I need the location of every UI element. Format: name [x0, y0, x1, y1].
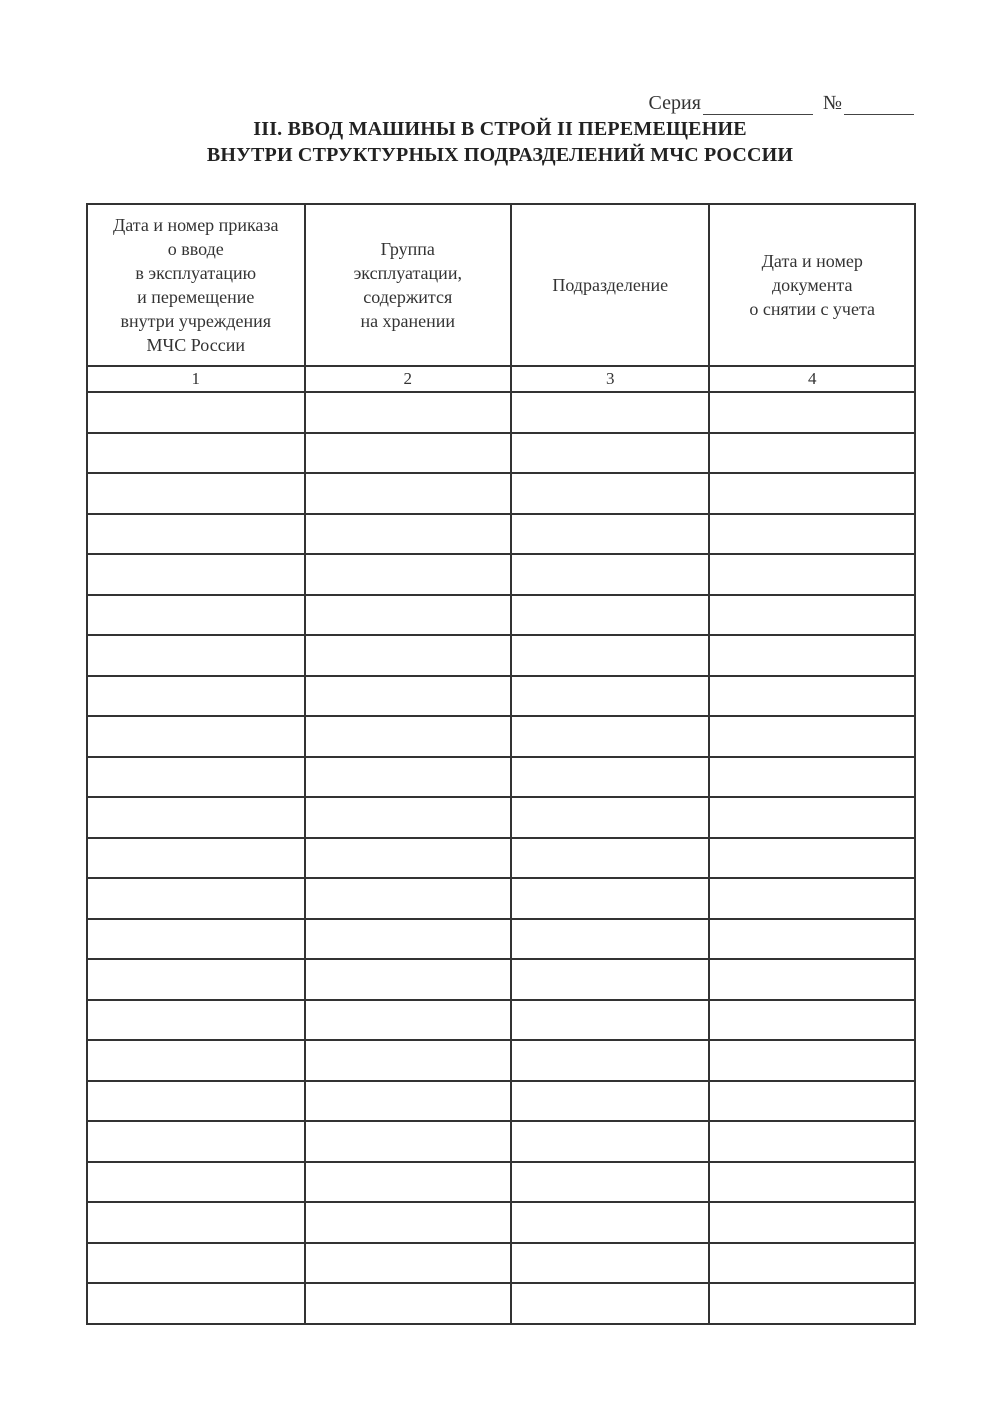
register-table: [86, 203, 916, 1325]
table-cell[interactable]: [511, 473, 709, 514]
table-cell[interactable]: [511, 392, 709, 433]
number-label: №: [822, 92, 842, 114]
column-header-operation-group: [305, 204, 511, 366]
table-cell[interactable]: [87, 554, 305, 595]
table-cell[interactable]: [709, 1081, 915, 1122]
column-header-text: Группа эксплуатации, содержится на хранении: [353, 239, 462, 331]
table-cell[interactable]: [511, 514, 709, 555]
title-line-1: III. ВВОД МАШИНЫ В СТРОЙ II ПЕРЕМЕЩЕНИЕ: [253, 118, 747, 140]
table-cell[interactable]: [87, 959, 305, 1000]
column-header-text: Дата и номер документа о снятии с учета: [749, 251, 876, 319]
table-cell[interactable]: [709, 1040, 915, 1081]
table-row: [87, 1283, 915, 1324]
table-cell[interactable]: [87, 1162, 305, 1203]
table-cell[interactable]: [709, 1202, 915, 1243]
table-row: [87, 1040, 915, 1081]
table-cell[interactable]: [305, 838, 511, 879]
table-cell[interactable]: [709, 635, 915, 676]
table-cell[interactable]: [87, 1202, 305, 1243]
table-row: [87, 1162, 915, 1203]
table-cell[interactable]: [305, 676, 511, 717]
table-cell[interactable]: [87, 716, 305, 757]
table-cell[interactable]: [511, 878, 709, 919]
column-header-text: Дата и номер приказа о вводе в эксплуатацию и перемещение внутри учреждения МЧС России: [113, 215, 279, 355]
table-row: [87, 473, 915, 514]
table-cell[interactable]: [305, 1040, 511, 1081]
table-cell[interactable]: [305, 1243, 511, 1284]
table-cell[interactable]: [709, 676, 915, 717]
table-cell[interactable]: [87, 1040, 305, 1081]
table-cell[interactable]: [511, 757, 709, 798]
table-cell[interactable]: [87, 1283, 305, 1324]
table-cell[interactable]: [87, 392, 305, 433]
table-cell[interactable]: [87, 797, 305, 838]
table-cell[interactable]: [305, 595, 511, 636]
table-cell[interactable]: [511, 1121, 709, 1162]
table-cell[interactable]: [709, 797, 915, 838]
table-cell[interactable]: [305, 1283, 511, 1324]
table-row: [87, 838, 915, 879]
table-row: [87, 1243, 915, 1284]
table-cell[interactable]: [305, 1121, 511, 1162]
table-cell[interactable]: [87, 757, 305, 798]
table-row: [87, 716, 915, 757]
table-cell[interactable]: [87, 473, 305, 514]
table-cell[interactable]: [709, 1000, 915, 1041]
table-row: [87, 959, 915, 1000]
column-number: 4: [709, 366, 915, 392]
table-cell[interactable]: [709, 1243, 915, 1284]
table-cell[interactable]: [87, 1081, 305, 1122]
table-row: [87, 676, 915, 717]
table-row: [87, 433, 915, 474]
table-cell[interactable]: [305, 1202, 511, 1243]
table-cell[interactable]: [511, 1202, 709, 1243]
column-header-text: Подразделение: [552, 275, 669, 295]
column-header-subdivision: [511, 204, 709, 366]
table-cell[interactable]: [709, 514, 915, 555]
table-cell[interactable]: [305, 1081, 511, 1122]
table-cell[interactable]: [305, 757, 511, 798]
table-row: [87, 757, 915, 798]
table-row: [87, 635, 915, 676]
table-cell[interactable]: [709, 433, 915, 474]
column-number: 3: [511, 366, 709, 392]
table-cell[interactable]: [511, 716, 709, 757]
table-cell[interactable]: [709, 878, 915, 919]
column-number: 2: [305, 366, 511, 392]
table-cell[interactable]: [709, 919, 915, 960]
table-cell[interactable]: [305, 635, 511, 676]
table-cell[interactable]: [511, 1000, 709, 1041]
table-row: [87, 797, 915, 838]
table-cell[interactable]: [709, 1283, 915, 1324]
series-label: Серия: [648, 92, 701, 114]
table-cell[interactable]: [305, 1000, 511, 1041]
table-cell[interactable]: [511, 676, 709, 717]
column-number: 1: [87, 366, 305, 392]
table-row: [87, 878, 915, 919]
table-cell[interactable]: [709, 473, 915, 514]
table-cell[interactable]: [305, 878, 511, 919]
title-line-2: ВНУТРИ СТРУКТУРНЫХ ПОДРАЗДЕЛЕНИЙ МЧС РОССИИ: [206, 144, 794, 166]
table-cell[interactable]: [511, 554, 709, 595]
table-row: [87, 392, 915, 433]
table-cell[interactable]: [511, 433, 709, 474]
table-row: [87, 1121, 915, 1162]
table-cell[interactable]: [709, 1121, 915, 1162]
table-cell[interactable]: [305, 554, 511, 595]
table-cell[interactable]: [87, 514, 305, 555]
table-row: [87, 595, 915, 636]
table-cell[interactable]: [87, 878, 305, 919]
table-cell[interactable]: [305, 716, 511, 757]
table-cell[interactable]: [305, 473, 511, 514]
table-cell[interactable]: [305, 959, 511, 1000]
table-cell[interactable]: [87, 838, 305, 879]
table-cell[interactable]: [709, 595, 915, 636]
table-cell[interactable]: [511, 1283, 709, 1324]
table-cell[interactable]: [511, 919, 709, 960]
table-cell[interactable]: [87, 676, 305, 717]
column-header-deregistration-doc: [709, 204, 915, 366]
table-cell[interactable]: [709, 554, 915, 595]
table-cell[interactable]: [709, 716, 915, 757]
table-cell[interactable]: [511, 1040, 709, 1081]
series-number-line: [649, 92, 914, 115]
table-row: [87, 1202, 915, 1243]
table-cell[interactable]: [87, 433, 305, 474]
table-cell[interactable]: [305, 1162, 511, 1203]
table-cell[interactable]: [709, 757, 915, 798]
table-cell[interactable]: [709, 838, 915, 879]
table-cell[interactable]: [87, 595, 305, 636]
table-row: [87, 1000, 915, 1041]
table-cell[interactable]: [511, 959, 709, 1000]
table-cell[interactable]: [511, 1162, 709, 1203]
page-title: [0, 116, 1000, 168]
table-row: [87, 554, 915, 595]
table-row: [87, 1081, 915, 1122]
table-cell[interactable]: [305, 514, 511, 555]
table-cell[interactable]: [87, 919, 305, 960]
table-cell[interactable]: [511, 635, 709, 676]
table-row: [87, 514, 915, 555]
number-field[interactable]: [844, 96, 914, 115]
table-cell[interactable]: [511, 797, 709, 838]
table-cell[interactable]: [305, 392, 511, 433]
series-field[interactable]: [703, 96, 813, 115]
table-cell[interactable]: [511, 1081, 709, 1122]
table-cell[interactable]: [511, 1243, 709, 1284]
table-cell[interactable]: [511, 838, 709, 879]
table-cell[interactable]: [709, 1162, 915, 1203]
table-cell[interactable]: [709, 392, 915, 433]
table-cell[interactable]: [305, 433, 511, 474]
table-cell[interactable]: [87, 635, 305, 676]
header-row: [87, 204, 915, 366]
table-row: [87, 919, 915, 960]
table-cell[interactable]: [305, 797, 511, 838]
table-cell[interactable]: [305, 919, 511, 960]
table-cell[interactable]: [87, 1243, 305, 1284]
table-cell[interactable]: [87, 1121, 305, 1162]
table-cell[interactable]: [511, 595, 709, 636]
column-number-row: [87, 366, 915, 392]
column-header-order-date: [87, 204, 305, 366]
table-cell[interactable]: [87, 1000, 305, 1041]
table-cell[interactable]: [709, 959, 915, 1000]
